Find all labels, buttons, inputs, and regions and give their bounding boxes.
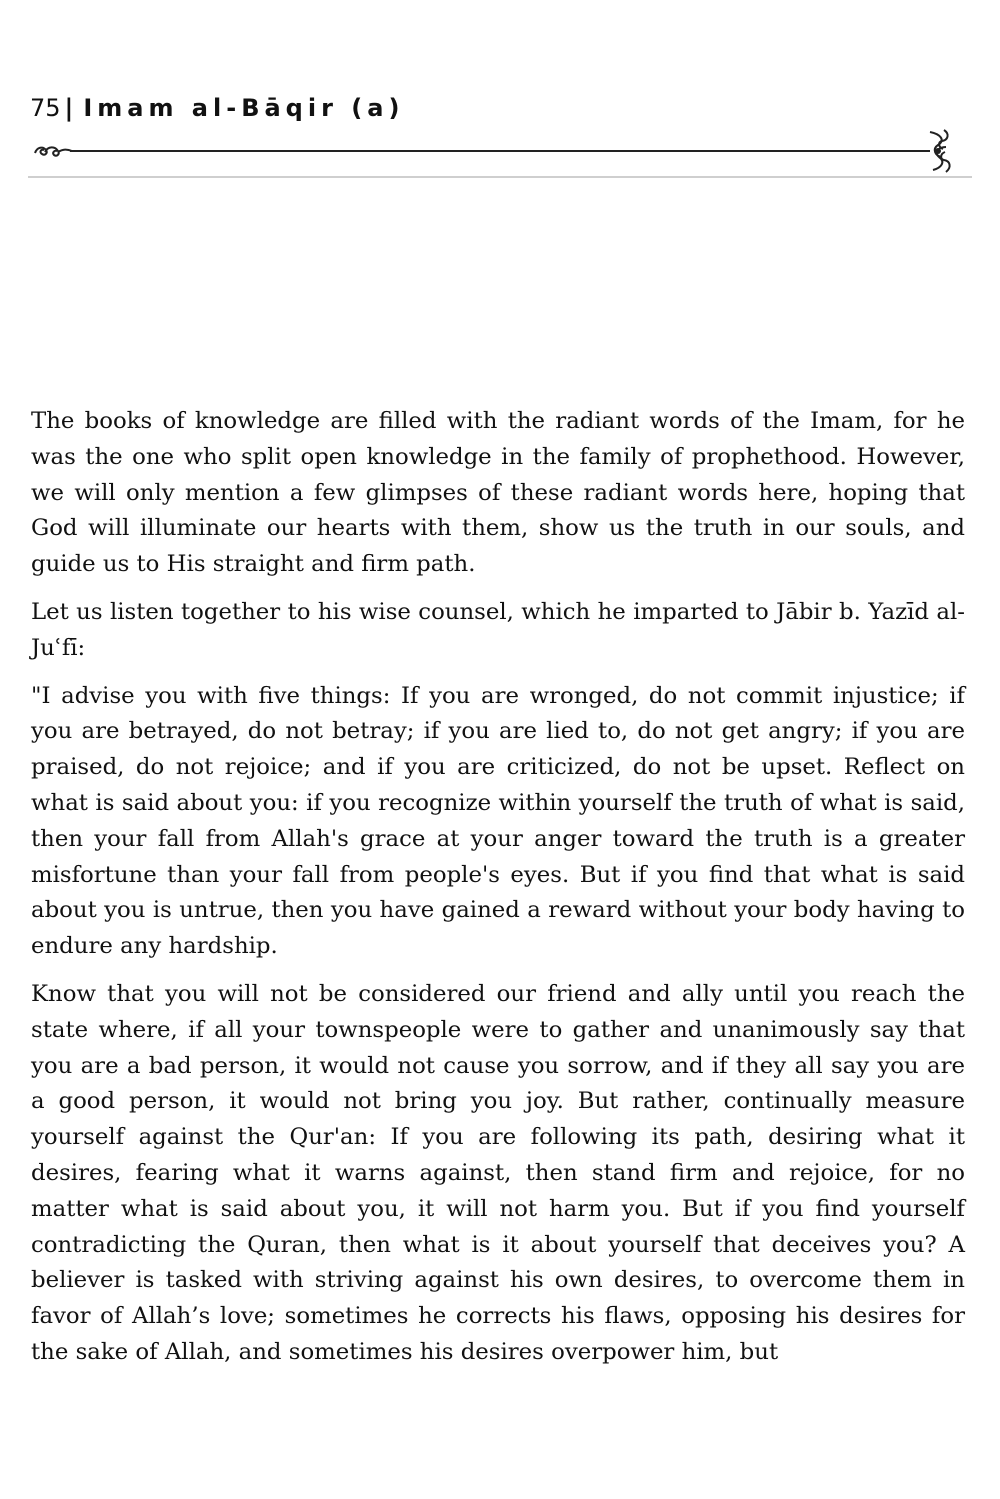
header-separator: | [64, 94, 74, 122]
paragraph-counsel-introduction: Let us listen together to his wise counsel, which he imparted to Jābir b. Yazīd al-Juʿfī: [31, 598, 965, 661]
flourish-right-icon [920, 130, 950, 172]
paragraph-intro: The books of knowledge are filled with the radiant words of the Imam, for he was the one who split open knowledge in the family of prophethood. However, we will only mention a few glimpses of these radiant words here, hoping that God will illuminate our hearts with them, show us the truth in our souls, and guide us to His straight and firm path. [31, 408, 965, 578]
running-title: Imam al-Bāqir (a) [83, 94, 405, 122]
main-body-text [31, 404, 965, 1383]
paragraph-friendship: Know that you will not be considered our friend and ally until you reach the state where, if all your townspeople were to gather and unanimously say that you are a bad person, it would not cause you sorrow, and if they all say you are a good person, it would not bring you joy. But rather, continually measure yourself against the Qur'an: If you are following its path, desiring what it desires, fearing what it warns against, then stand firm and rejoice, for no matter what is said about you, it will not harm you. But if you find yourself contradicting the Quran, then what is it about yourself that deceives you? A believer is tasked with striving against his own desires, to overcome them in favor of Allah’s love; sometimes he corrects his flaws, opposing his desires for the sake of Allah, and sometimes his desires overpower him, but [31, 980, 965, 1365]
header-bottom-rule [28, 176, 972, 178]
flourish-left-icon [35, 147, 72, 155]
page-number: 75 [30, 94, 61, 122]
paragraph-advice: "I advise you with five things: If you are wronged, do not commit injustice; if you are betrayed, do not betray; if you are lied to, do not get angry; if you are praised, do not rejoice; and if you are criticized, do not be upset. Reflect on what is said about you: if you recognize within yourself the truth of what is said, then your fall from Allah's grace at your anger toward the truth is a greater misfortune than your fall from people's eyes. But if you find that what is said about you is untrue, then you have gained a reward without your body having to endure any hardship. [31, 682, 965, 960]
ornamental-divider [28, 122, 968, 182]
